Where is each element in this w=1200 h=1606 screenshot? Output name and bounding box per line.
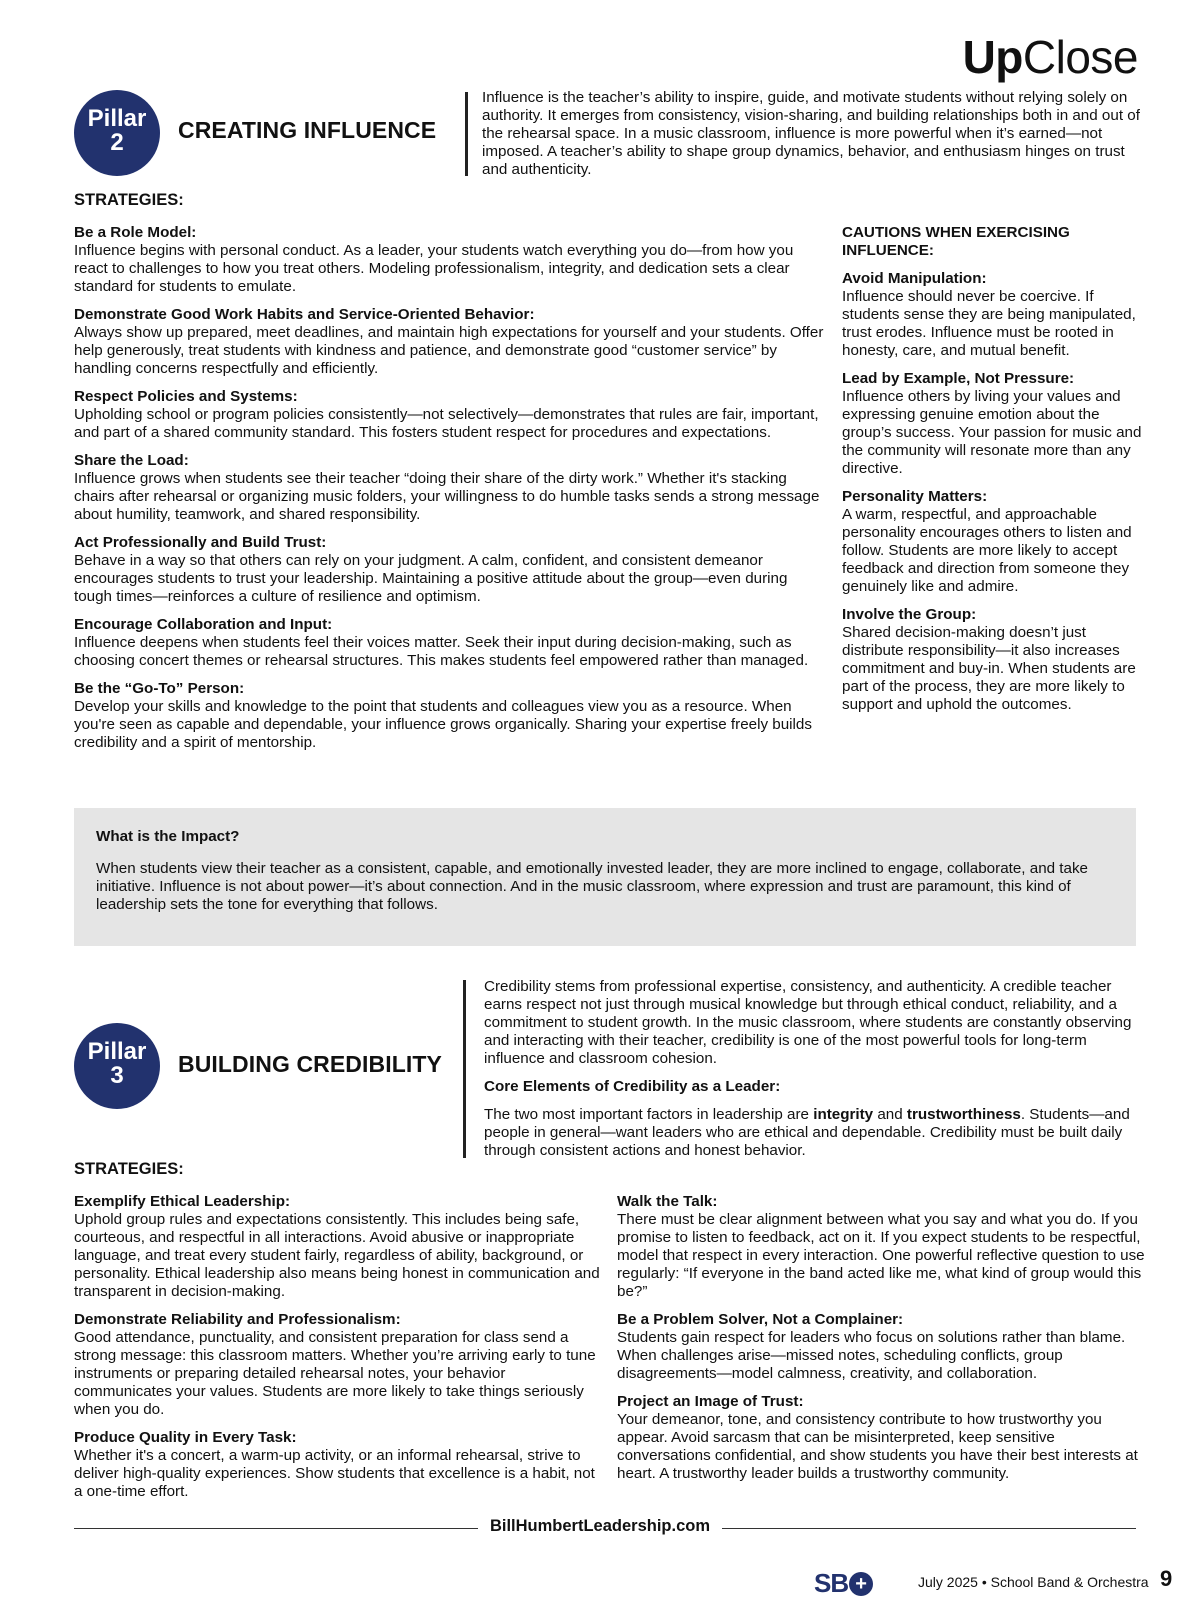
strategy-text: Students gain respect for leaders who focus on solutions rather than blame. When challenges arise—missed notes, scheduling conflicts, group disagreements—model calmness, creativity, and collaboration. bbox=[617, 1329, 1126, 1382]
strategy-text: Uphold group rules and expectations consistently. This includes being safe, courteous, and respectful in all interactions. Avoid abusive or inappropriate language, and treat every student fairly, regardless of ability, background, or personality. Ethical leadership also means being honest in communication and transparent in decision-making. bbox=[74, 1211, 600, 1300]
pillar-2-badge-word: Pillar bbox=[87, 105, 147, 132]
strategy-heading: Project an Image of Trust: bbox=[617, 1393, 804, 1410]
strategy-text: Influence begins with personal conduct. As a leader, your students watch everything you do—from how you react to challenges to how you treat others. Modeling professionalism, integrity, and dedication sets a clear standard for students to emulate. bbox=[74, 242, 794, 295]
strategy-item bbox=[74, 1311, 602, 1419]
impact-heading: What is the Impact? bbox=[96, 828, 240, 845]
masthead-bold: Up bbox=[962, 31, 1023, 83]
strategy-heading: Demonstrate Good Work Habits and Service-Oriented Behavior: bbox=[74, 306, 535, 323]
strategy-item bbox=[74, 1429, 602, 1501]
strategy-item bbox=[74, 452, 824, 524]
strategy-heading: Walk the Talk: bbox=[617, 1193, 718, 1210]
impact-box bbox=[74, 808, 1136, 946]
strategy-heading: Be a Role Model: bbox=[74, 224, 197, 241]
strategy-item bbox=[74, 534, 824, 606]
caution-text: A warm, respectful, and approachable personality encourages others to listen and follow. Students are more likely to accept feedback and direction from someone they genuinely like and admire. bbox=[842, 506, 1132, 595]
strategy-text: Good attendance, punctuality, and consistent preparation for class send a strong message: this classroom matters. Whether you’re arriving early to tune instruments or preparing detailed rehearsal notes, your behavior communicates your values. Students are more likely to take things seriously when you do. bbox=[74, 1329, 596, 1418]
core-text-part: and bbox=[873, 1106, 907, 1123]
pillar-2-divider bbox=[465, 92, 468, 176]
caution-text: Influence should never be coercive. If students sense they are being manipulated, trust erodes. Influence must be rooted in honesty, care, and mutual benefit. bbox=[842, 288, 1136, 359]
caution-item bbox=[842, 270, 1142, 360]
core-elements-heading: Core Elements of Credibility as a Leader: bbox=[484, 1078, 781, 1095]
pillar-2-intro: Influence is the teacher’s ability to inspire, guide, and motivate students without relying solely on authority. It emerges from consistency, vision-sharing, and building relationships both in and out of the rehearsal space. In a music classroom, influence is more powerful when it’s earned—not imposed. A teacher’s ability to shape group dynamics, behavior, and enthusiasm hinges on trust and authenticity. bbox=[482, 89, 1140, 178]
strategy-item bbox=[617, 1193, 1145, 1301]
footer-website-link[interactable]: BillHumbertLeadership.com bbox=[489, 1517, 711, 1535]
strategy-heading: Exemplify Ethical Leadership: bbox=[74, 1193, 291, 1210]
core-term-integrity: integrity bbox=[813, 1106, 874, 1123]
caution-heading: Avoid Manipulation: bbox=[842, 270, 987, 287]
strategy-text: Influence deepens when students feel their voices matter. Seek their input during decision-making, such as choosing concert themes or rehearsal structures. This makes students feel empowered rather than managed. bbox=[74, 634, 809, 669]
core-text-part: The two most important factors in leadership are bbox=[484, 1106, 814, 1123]
caution-heading: Involve the Group: bbox=[842, 606, 977, 623]
pillar-3-strategies-label: STRATEGIES: bbox=[74, 1160, 184, 1178]
strategy-heading: Respect Policies and Systems: bbox=[74, 388, 298, 405]
strategy-text: Upholding school or program policies consistently—not selectively—demonstrates that rules are fair, important, and part of a shared community standard. This fosters student respect for procedures and expectations. bbox=[74, 406, 819, 441]
strategy-item bbox=[74, 680, 824, 752]
pillar-3-intro-block bbox=[484, 978, 1144, 1160]
pillar-3-badge-number: 3 bbox=[110, 1062, 124, 1089]
strategy-item bbox=[74, 388, 824, 442]
caution-item bbox=[842, 370, 1142, 478]
strategy-heading: Be a Problem Solver, Not a Complainer: bbox=[617, 1311, 904, 1328]
strategy-heading: Produce Quality in Every Task: bbox=[74, 1429, 297, 1446]
masthead-regular: Close bbox=[1022, 31, 1138, 83]
pillar-2-badge bbox=[74, 90, 160, 176]
strategy-item bbox=[74, 306, 824, 378]
pillar-3-left-column bbox=[74, 1193, 602, 1511]
footer-rule-left bbox=[74, 1528, 478, 1529]
strategy-text: Always show up prepared, meet deadlines, and maintain high expectations for yourself and your students. Offer help generously, treat students with kindness and patience, and demonstrate good “customer service” by handling concerns respectfully and efficiently. bbox=[74, 324, 824, 377]
strategy-text: Behave in a way so that others can rely on your judgment. A calm, confident, and consistent demeanor encourages students to trust your leadership. Maintaining a positive attitude about the group—even during tough times—reinforces a culture of resilience and optimism. bbox=[74, 552, 788, 605]
pillar-2-badge-number: 2 bbox=[110, 129, 124, 156]
pillar-2-strategies-list bbox=[74, 224, 824, 762]
caution-heading: Personality Matters: bbox=[842, 488, 988, 505]
caution-text: Shared decision-making doesn’t just distribute responsibility—it also increases commitment and buy-in. When students are part of the process, they are more likely to support and uphold the outcomes. bbox=[842, 624, 1136, 713]
strategy-heading: Encourage Collaboration and Input: bbox=[74, 616, 333, 633]
cautions-heading: CAUTIONS WHEN EXERCISING INFLUENCE: bbox=[842, 224, 1070, 259]
page-number: 9 bbox=[1160, 1566, 1173, 1591]
strategy-heading: Share the Load: bbox=[74, 452, 189, 469]
strategy-text: Your demeanor, tone, and consistency contribute to how trustworthy you appear. Avoid sarcasm that can be misinterpreted, keep sensitive conversations confidential, and show students you have their best interests at heart. A trustworthy leader builds a trustworthy community. bbox=[617, 1411, 1138, 1482]
masthead bbox=[963, 30, 1138, 84]
publication-line: July 2025 • School Band & Orchestra bbox=[918, 1574, 1149, 1590]
caution-text: Influence others by living your values and expressing genuine emotion about the group’s success. Your passion for music and the community will resonate more than any directive. bbox=[842, 388, 1142, 477]
pillar-3-badge bbox=[74, 1023, 160, 1109]
strategy-item bbox=[74, 224, 824, 296]
pillar-3-badge-word: Pillar bbox=[87, 1038, 147, 1065]
pillar-2-title: CREATING INFLUENCE bbox=[178, 117, 437, 143]
pillar-3-right-column bbox=[617, 1193, 1145, 1493]
core-term-trustworthiness: trustworthiness bbox=[906, 1106, 1021, 1123]
strategy-text: Whether it's a concert, a warm-up activity, or an informal rehearsal, strive to deliver high-quality experiences. Show students that excellence is a habit, not a one-time effort. bbox=[74, 1447, 595, 1500]
logo-plus-icon: + bbox=[849, 1572, 873, 1596]
strategy-heading: Act Professionally and Build Trust: bbox=[74, 534, 327, 551]
impact-text: When students view their teacher as a consistent, capable, and emotionally invested leader, they are more inclined to engage, collaborate, and take initiative. Influence is not about power—it’s about connection. And in the music classroom, where expression and trust are paramount, this kind of leadership sets the tone for everything that follows. bbox=[96, 860, 1089, 913]
strategy-item bbox=[74, 616, 824, 670]
pillar-2-strategies-label: STRATEGIES: bbox=[74, 191, 184, 209]
pillar-3-intro: Credibility stems from professional expertise, consistency, and authenticity. A credible teacher earns respect not just through musical knowledge but through ethical conduct, reliability, and a commitment to student growth. In the music classroom, where students are constantly observing and interacting with their teacher, credibility is one of the most powerful tools for long-term influence and classroom cohesion. bbox=[484, 978, 1132, 1067]
sbo-logo bbox=[814, 1568, 873, 1599]
strategy-text: Influence grows when students see their teacher “doing their share of the dirty work.” Whether it's stacking chairs after rehearsal or organizing music folders, your willingness to do humble tasks sends a strong message about humility, teamwork, and shared responsibility. bbox=[74, 470, 820, 523]
pillar-3-divider bbox=[463, 980, 466, 1158]
caution-heading: Lead by Example, Not Pressure: bbox=[842, 370, 1075, 387]
core-elements-text bbox=[484, 1106, 1144, 1160]
strategy-item bbox=[617, 1393, 1145, 1483]
footer-rule-right bbox=[722, 1528, 1136, 1529]
strategy-heading: Demonstrate Reliability and Professionalism: bbox=[74, 1311, 401, 1328]
core-text-part: . Students—and people in general—want leaders who are ethical and dependable. Credibility must be built daily through consistent actions and honest behavior. bbox=[484, 1106, 1130, 1159]
strategy-text: There must be clear alignment between what you say and what you do. If you promise to listen to feedback, act on it. If you expect students to be respectful, model that respect in every interaction. One powerful reflective question to use regularly: “If everyone in the band acted like me, what kind of group would this be?” bbox=[617, 1211, 1145, 1300]
strategy-heading: Be the “Go-To” Person: bbox=[74, 680, 245, 697]
logo-letters: SB bbox=[814, 1568, 849, 1598]
strategy-item bbox=[617, 1311, 1145, 1383]
caution-item bbox=[842, 488, 1142, 596]
strategy-item bbox=[74, 1193, 602, 1301]
caution-item bbox=[842, 606, 1142, 714]
strategy-text: Develop your skills and knowledge to the point that students and colleagues view you as a resource. When you're seen as capable and dependable, your influence grows organically. Sharing your expertise freely builds credibility and a spirit of mentorship. bbox=[74, 698, 812, 751]
cautions-column bbox=[842, 224, 1142, 724]
pillar-3-title: BUILDING CREDIBILITY bbox=[178, 1051, 442, 1077]
